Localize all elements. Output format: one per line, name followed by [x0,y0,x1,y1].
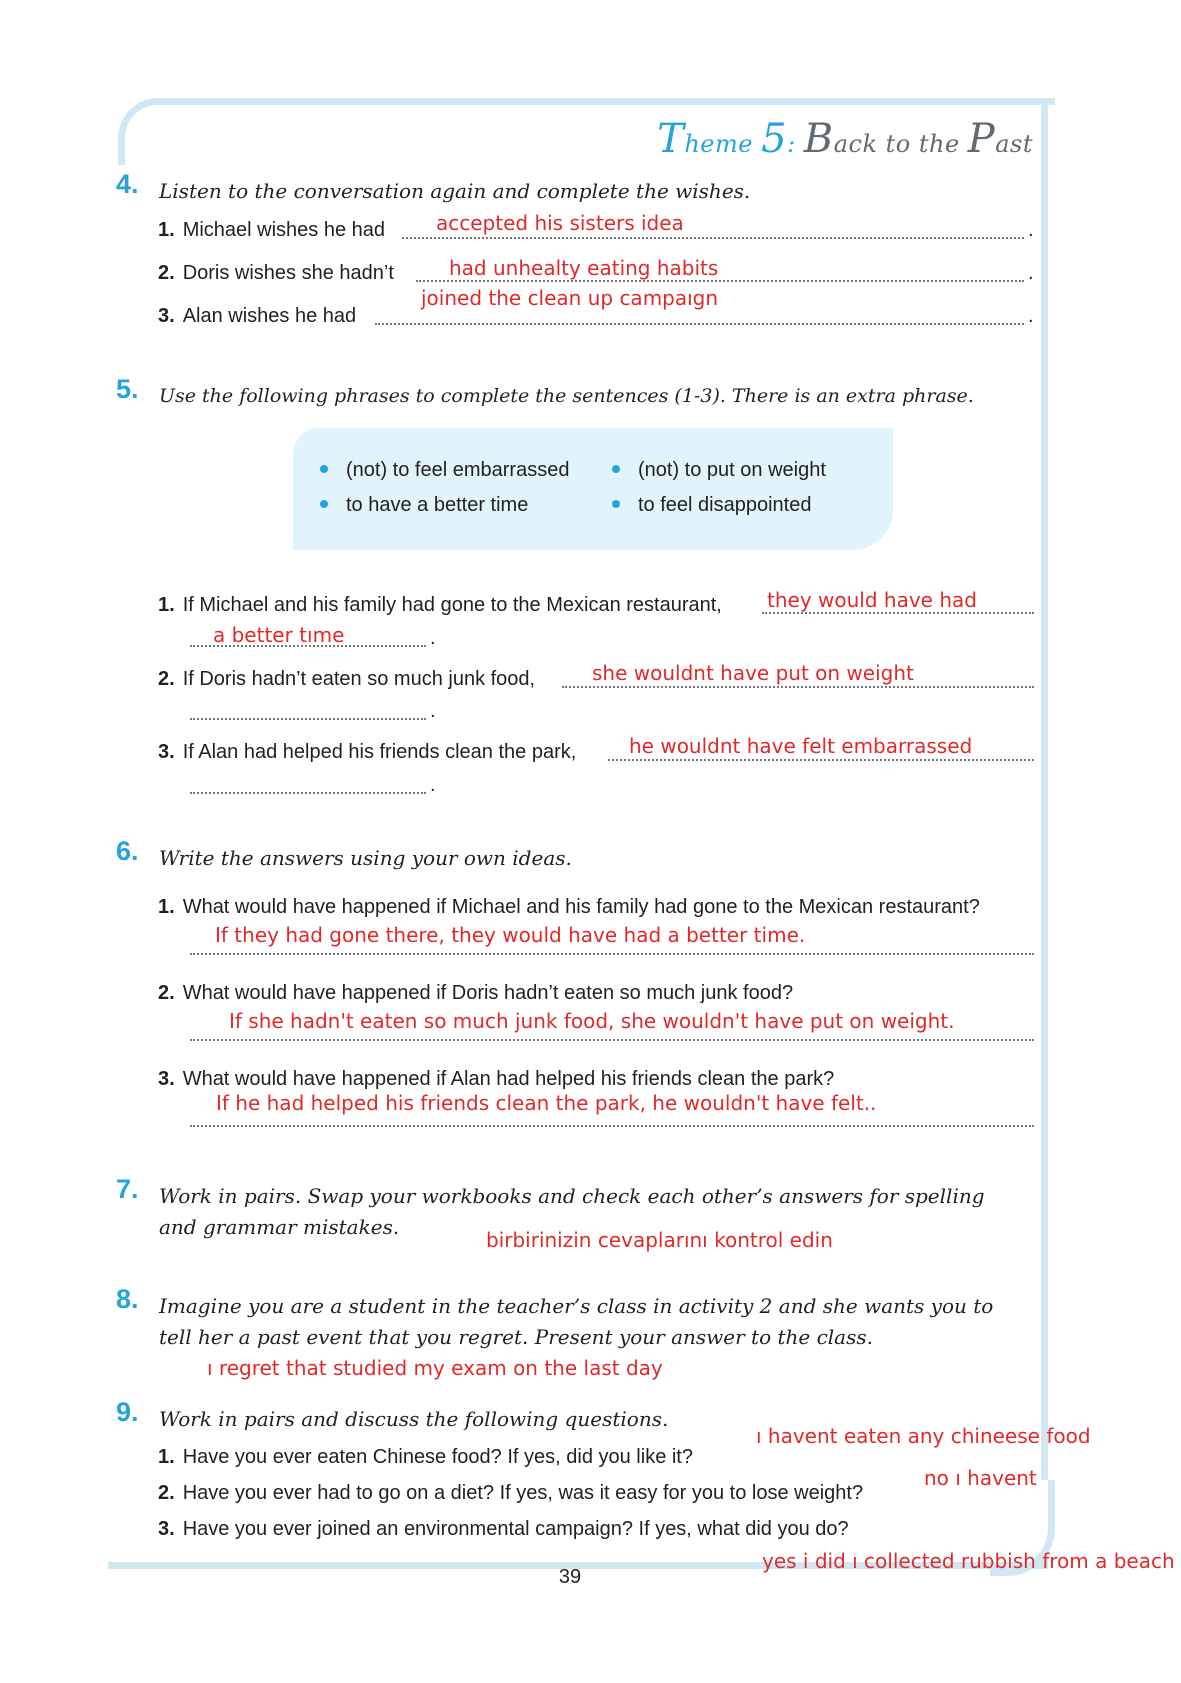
item-text: What would have happened if Michael and his family had gone to the Mexican restaurant? [182,896,980,918]
ex4-item-2 [158,262,394,285]
period: . [1028,219,1034,241]
item-text: If Alan had helped his friends clean the park, [182,741,577,763]
ex9-item-3 [158,1518,849,1541]
exercise-heading: Listen to the conversation again and complete the wishes. [159,179,751,203]
handwritten-answer: If he had helped his friends clean the park, he wouldn't have felt.. [216,1091,877,1115]
item-number: 1. [158,896,175,918]
exercise-heading: Imagine you are a student in the teacher’s class in activity 2 and she wants you to [159,1294,994,1318]
item-text: Alan wishes he had [182,305,357,327]
period: . [430,774,436,796]
bullet-icon [320,465,328,473]
page-frame-right [1041,98,1048,1566]
ex4-item-3 [158,305,356,328]
handwritten-answer: a better tıme [213,623,345,647]
title-initial-p: P [967,116,996,162]
bullet-icon [612,500,620,508]
item-text: What would have happened if Doris hadn’t eaten so much junk food? [182,982,794,1004]
item-number: 3. [158,741,175,763]
item-number: 2. [158,982,175,1004]
exercise-number: 9. [116,1397,139,1427]
ex6-item-2 [158,982,793,1005]
answer-line[interactable] [190,953,1034,955]
handwritten-answer: they would have had [767,588,977,612]
exercise-number: 6. [116,836,139,866]
handwritten-answer: she wouldnt have put on weight [592,661,914,685]
period: . [1028,305,1034,327]
phrase-item [612,459,826,482]
phrase-item [320,494,528,517]
ex4-item-1 [158,219,385,242]
period: . [1028,262,1034,284]
item-number: 1. [158,219,175,241]
exercise-number: 8. [116,1284,139,1314]
theme-word: heme [684,130,753,158]
answer-line[interactable] [190,1039,1034,1041]
ex5-item-1 [158,594,722,617]
ex5-item-2 [158,668,535,691]
ex5-item-3 [158,741,576,764]
exercise-heading: Write the answers using your own ideas. [159,846,572,870]
item-text: Have you ever eaten Chinese food? If yes, did you like it? [182,1446,693,1468]
handwritten-answer: he wouldnt have felt embarrassed [629,734,973,758]
item-text: Have you ever joined an environmental campaign? If yes, what did you do? [182,1518,849,1540]
bullet-icon [320,500,328,508]
phrase-box [293,428,893,550]
item-text: If Michael and his family had gone to the Mexican restaurant, [182,594,722,616]
exercise-number: 7. [116,1174,139,1204]
exercise-heading: Work in pairs and discuss the following questions. [159,1407,669,1431]
title-initial-b: B [803,116,834,162]
period: . [430,700,436,722]
page-number: 39 [558,1566,582,1588]
phrase-item [612,494,811,517]
answer-line[interactable] [416,280,1024,282]
exercise-number: 4. [116,169,139,199]
theme-initial: T [657,116,685,162]
bullet-icon [612,465,620,473]
phrase-text: (not) to put on weight [638,459,826,481]
item-number: 2. [158,1482,175,1504]
answer-line[interactable] [762,612,1034,614]
title-words: ack to the [833,130,960,158]
ex9-item-2 [158,1482,863,1505]
ex6-item-1 [158,896,980,919]
exercise-heading-cont: and grammar mistakes. [159,1215,400,1239]
answer-line[interactable] [402,237,1024,239]
theme-title [657,116,1033,162]
ex9-item-1 [158,1446,693,1469]
handwritten-answer: yes i did ı collected rubbish from a beach [762,1549,1175,1573]
answer-line[interactable] [190,792,426,794]
title-word-ast: ast [995,130,1033,158]
item-number: 3. [158,1068,175,1090]
handwritten-answer: no ı havent [924,1466,1037,1490]
item-text: Doris wishes she hadn’t [182,262,394,284]
item-number: 1. [158,594,175,616]
item-text: Have you ever had to go on a diet? If yes, was it easy for you to lose weight? [182,1482,864,1504]
answer-line[interactable] [375,323,1024,325]
item-text: If Doris hadn’t eaten so much junk food, [182,668,536,690]
item-number: 3. [158,305,175,327]
answer-line[interactable] [190,1125,1034,1127]
ex6-item-3 [158,1068,834,1091]
handwritten-answer: had unhealty eating habits [449,256,719,280]
handwritten-answer: ı havent eaten any chineese food [756,1424,1091,1448]
phrase-item [320,459,569,482]
exercise-heading: Work in pairs. Swap your workbooks and check each other’s answers for spelling [159,1184,985,1208]
handwritten-answer: birbirinizin cevaplarını kontrol edin [486,1228,833,1252]
phrase-text: to feel disappointed [638,494,812,516]
item-number: 2. [158,668,175,690]
handwritten-answer: If they had gone there, they would have had a better time. [215,923,806,947]
item-text: Michael wishes he had [182,219,386,241]
item-number: 1. [158,1446,175,1468]
handwritten-answer: joined the clean up campaıgn [421,286,719,310]
answer-line[interactable] [608,759,1034,761]
item-number: 2. [158,262,175,284]
answer-line[interactable] [190,718,426,720]
answer-line[interactable] [562,686,1034,688]
phrase-text: (not) to feel embarrassed [346,459,570,481]
exercise-number: 5. [116,374,139,404]
phrase-text: to have a better time [346,494,529,516]
exercise-heading: Use the following phrases to complete the sentences (1-3). There is an extra phrase. [159,385,974,407]
theme-colon: : [787,130,796,158]
handwritten-answer: accepted his sisters idea [436,211,684,235]
item-text: What would have happened if Alan had helped his friends clean the park? [182,1068,835,1090]
exercise-heading-cont: tell her a past event that you regret. Present your answer to the class. [159,1325,873,1349]
handwritten-answer: ı regret that studied my exam on the last day [207,1356,663,1380]
period: . [430,627,436,649]
theme-number: 5 [761,116,788,162]
item-number: 3. [158,1518,175,1540]
handwritten-answer: If she hadn't eaten so much junk food, she wouldn't have put on weight. [229,1009,955,1033]
